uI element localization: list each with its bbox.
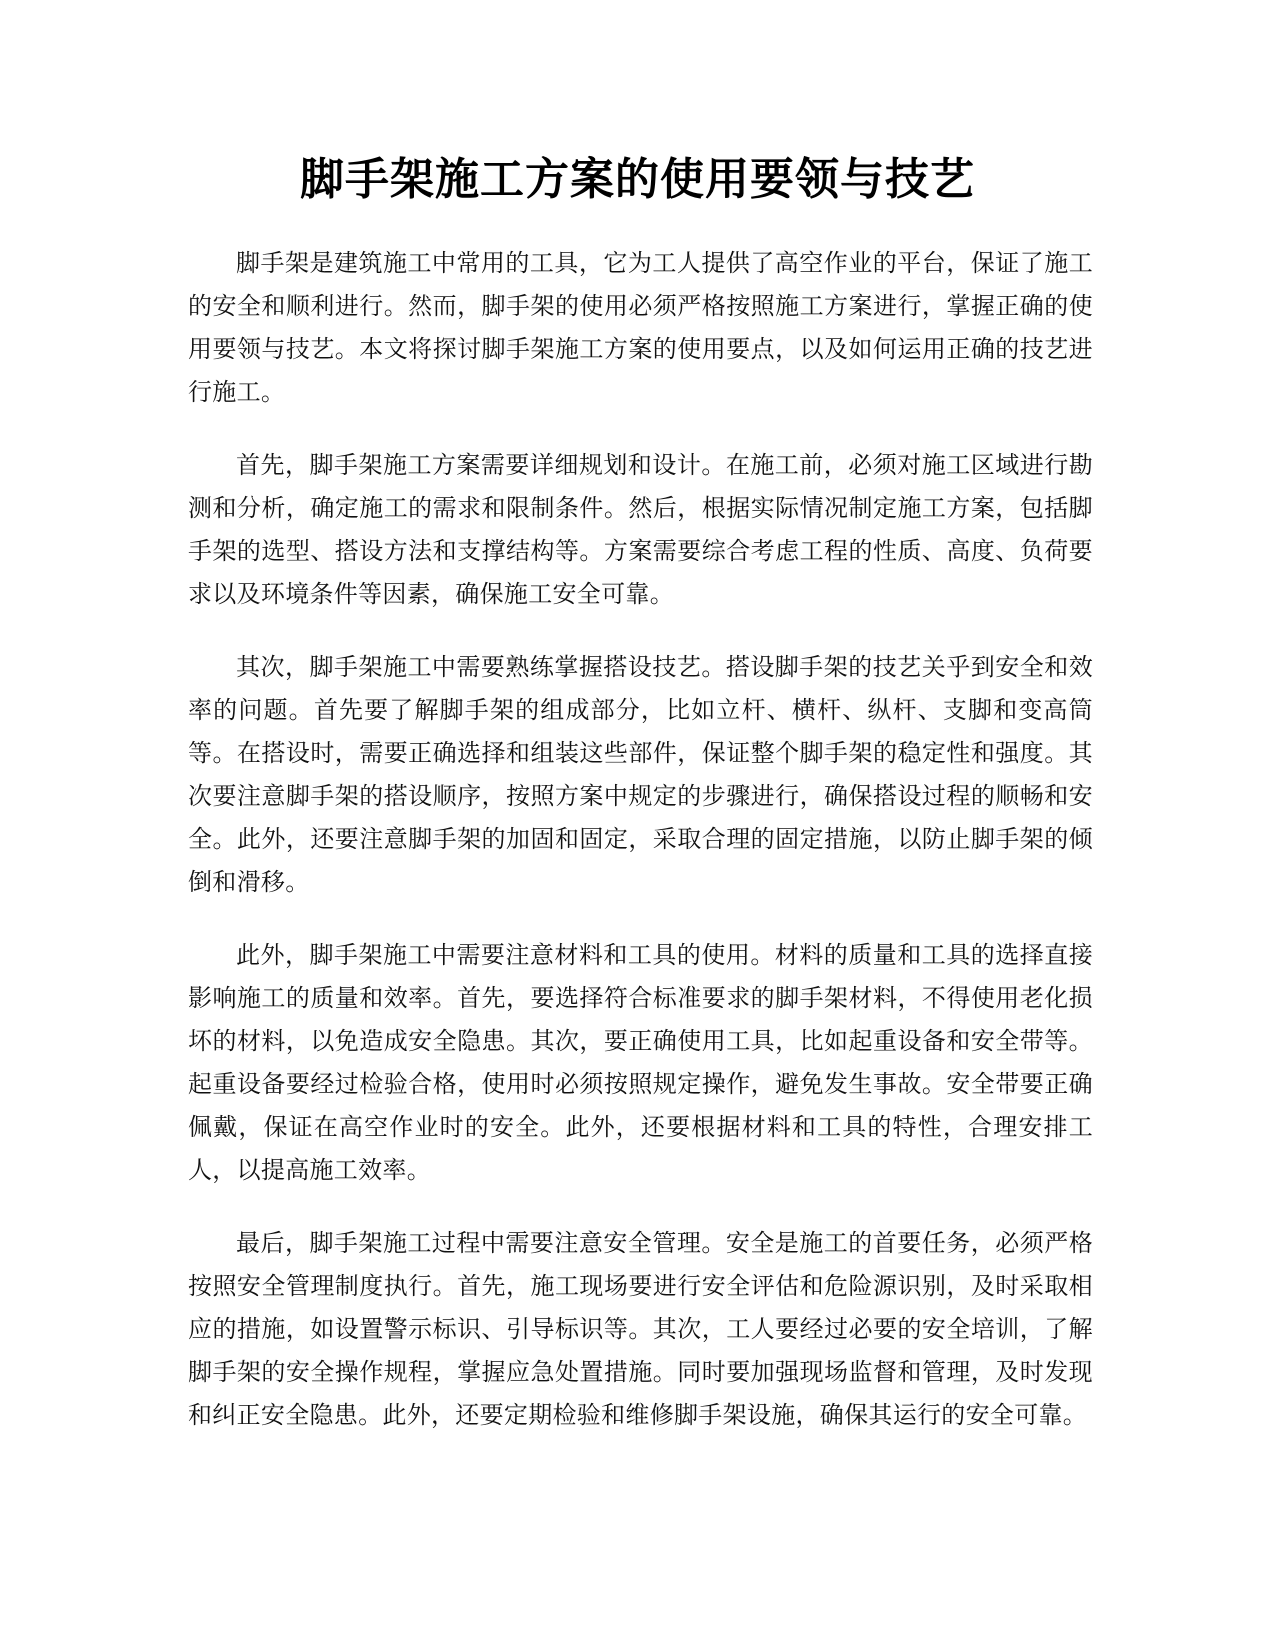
paragraph-safety-management: 最后，脚手架施工过程中需要注意安全管理。安全是施工的首要任务，必须严格按照安全管理制度执行。首先，施工现场要进行安全评估和危险源识别，及时采取相应的措施，如设置警示标识、引导标识等。其次，工人要经过必要的安全培训，了解脚手架的安全操作规程，掌握应急处置措施。同时要加强现场监督和管理，及时发现和纠正安全隐患。此外，还要定期检验和维修脚手架设施，确保其运行的安全可靠。: [188, 1229, 1093, 1429]
document-title: 脚手架施工方案的使用要领与技艺: [300, 154, 975, 205]
paragraph-erection-skills: 其次，脚手架施工中需要熟练掌握搭设技艺。搭设脚手架的技艺关乎到安全和效率的问题。首先要了解脚手架的组成部分，比如立杆、横杆、纵杆、支脚和变高筒等。在搭设时，需要正确选择和组装这些部件，保证整个脚手架的稳定性和强度。其次要注意脚手架的搭设顺序，按照方案中规定的步骤进行，确保搭设过程的顺畅和安全。此外，还要注意脚手架的加固和固定，采取合理的固定措施，以防止脚手架的倾倒和滑移。: [188, 653, 1093, 896]
paragraph-intro: 脚手架是建筑施工中常用的工具，它为工人提供了高空作业的平台，保证了施工的安全和顺利进行。然而，脚手架的使用必须严格按照施工方案进行，掌握正确的使用要领与技艺。本文将探讨脚手架施工方案的使用要点，以及如何运用正确的技艺进行施工。: [188, 249, 1093, 406]
document-body: [188, 242, 1093, 1467]
paragraph-planning: 首先，脚手架施工方案需要详细规划和设计。在施工前，必须对施工区域进行勘测和分析，确定施工的需求和限制条件。然后，根据实际情况制定施工方案，包括脚手架的选型、搭设方法和支撑结构等。方案需要综合考虑工程的性质、高度、负荷要求以及环境条件等因素，确保施工安全可靠。: [188, 451, 1093, 608]
paragraph-materials-tools: 此外，脚手架施工中需要注意材料和工具的使用。材料的质量和工具的选择直接影响施工的质量和效率。首先，要选择符合标准要求的脚手架材料，不得使用老化损坏的材料，以免造成安全隐患。其次，要正确使用工具，比如起重设备和安全带等。起重设备要经过检验合格，使用时必须按照规定操作，避免发生事故。安全带要正确佩戴，保证在高空作业时的安全。此外，还要根据材料和工具的特性，合理安排工人，以提高施工效率。: [188, 941, 1093, 1184]
